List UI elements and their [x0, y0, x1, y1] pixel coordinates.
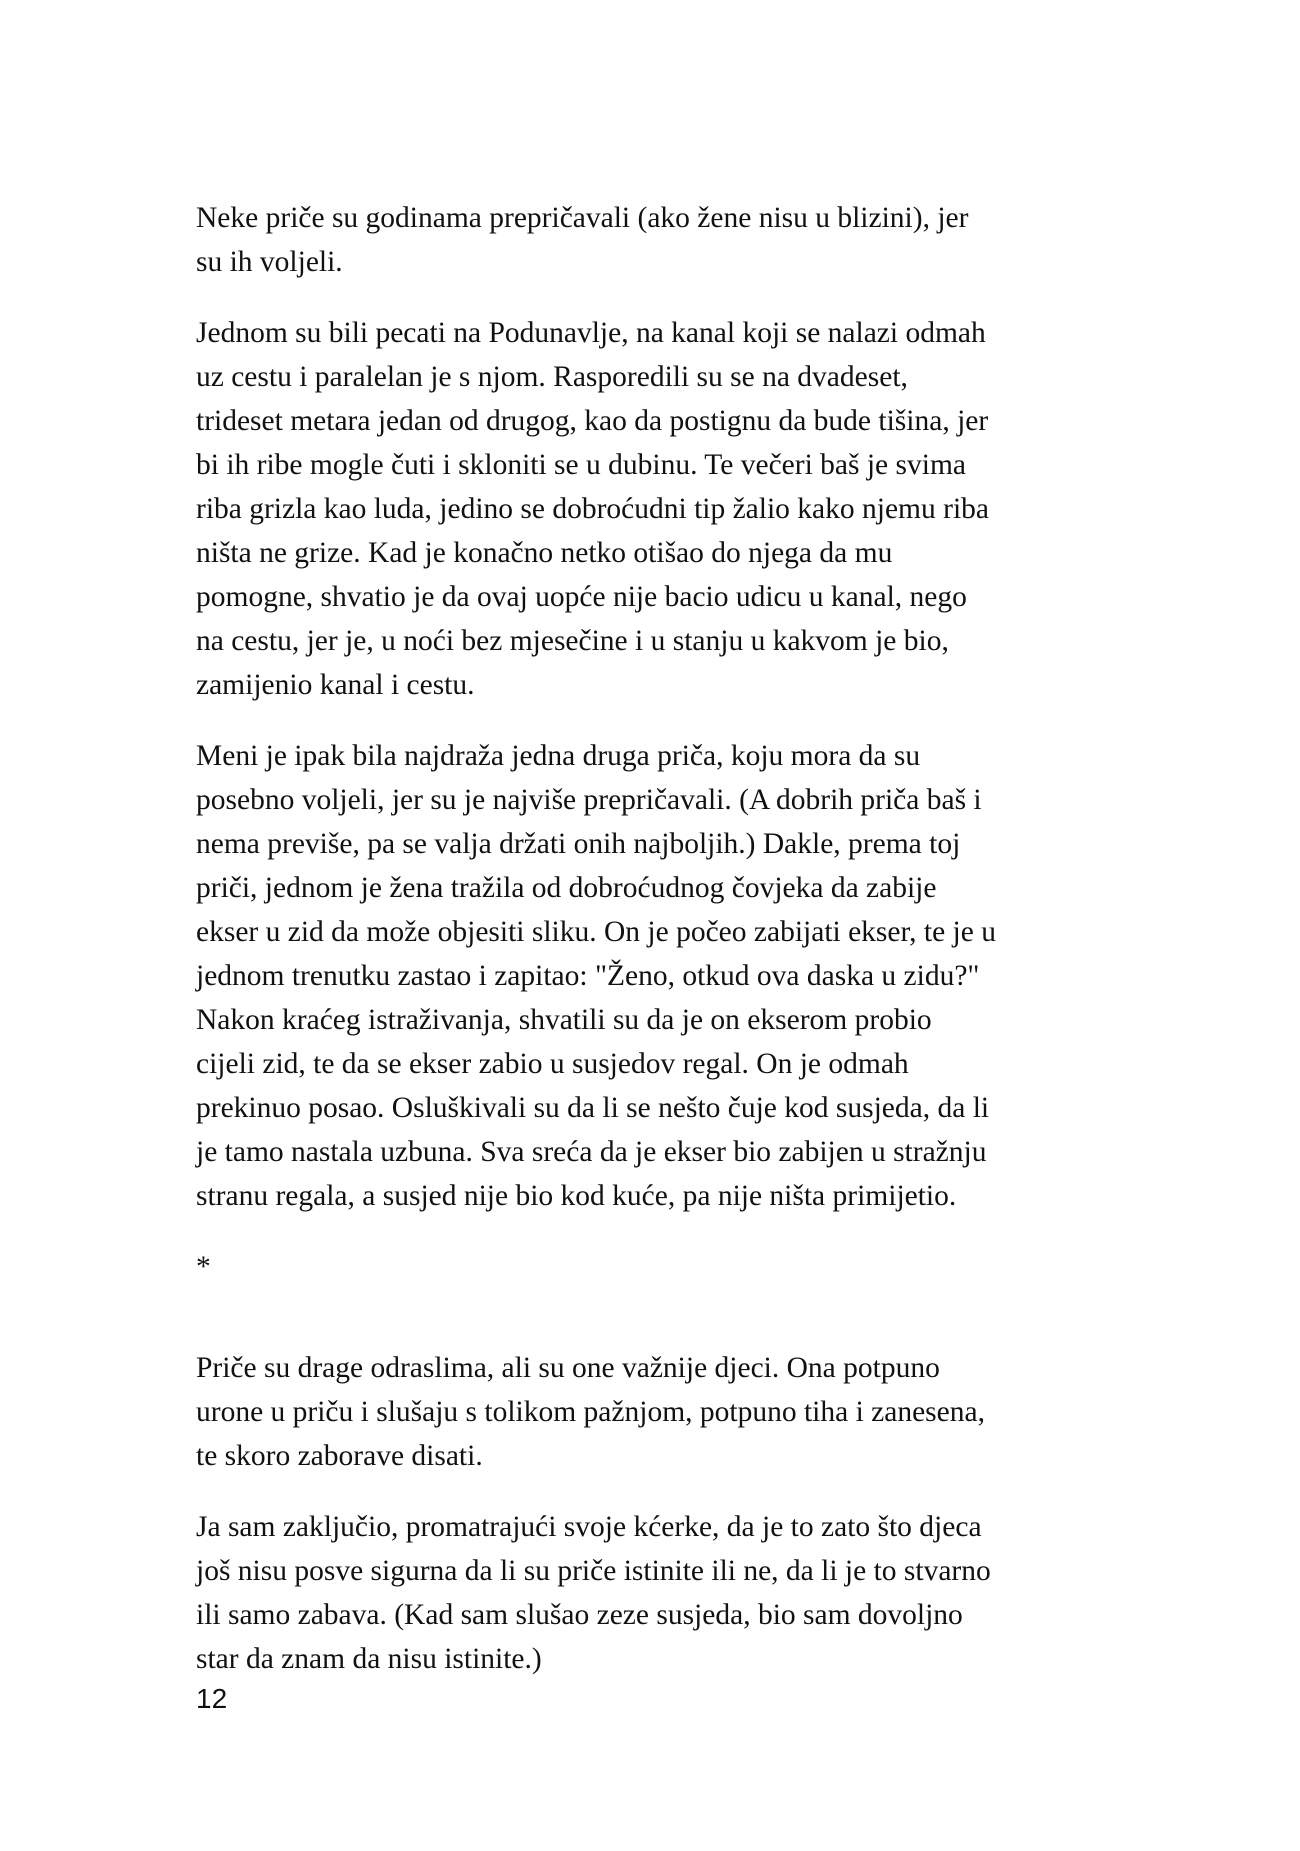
paragraph-daughters: Ja sam zaključio, promatrajući svoje kćerke, da je to zato što djeca još nisu posve sigurna da li su priče istinite ili ne, da li je to stvarno ili samo zabava. (Kad sam slušao zeze susjeda, bio sam dovoljno star da znam da nisu istinite.)	[196, 1511, 991, 1675]
page-number: 12	[196, 1683, 228, 1714]
paragraph-stories-children: Priče su drage odraslima, ali su one važnije djeci. Ona potpuno urone u priču i slušaju s tolikom pažnjom, potpuno tiha i zanesena, te skoro zaborave disati.	[196, 1352, 985, 1472]
paragraph-nail-story: Meni je ipak bila najdraža jedna druga priča, koju mora da su posebno voljeli, jer su je najviše prepričavali. (A dobrih priča baš i nema previše, pa se valja držati onih najboljih.) Dakle, prema toj priči, jednom je žena tražila od dobroćudnog čovjeka da zabije ekser u zid da može objesiti sliku. On je počeo zabijati ekser, te je u jednom trenutku zastao i zapitao: "Ženo, otkud ova daska u zidu?" Nakon kraćeg istraživanja, shvatili su da je on ekserom probio cijeli zid, te da se ekser zabio u susjedov regal. On je odmah prekinuo posao. Osluškivali su da li se nešto čuje kod susjeda, da li je tamo nastala uzbuna. Sva sreća da je ekser bio zabijen u stražnju stranu regala, a susjed nije bio kod kuće, pa nije ništa primijetio.	[196, 740, 996, 1212]
section-separator: *	[196, 1251, 211, 1283]
page-body	[196, 196, 1116, 1708]
paragraph-fishing-story: Jednom su bili pecati na Podunavlje, na kanal koji se nalazi odmah uz cestu i paralelan je s njom. Rasporedili su se na dvadeset, trideset metara jedan od drugog, kao da postignu da bude tišina, jer bi ih ribe mogle čuti i skloniti se u dubinu. Te večeri baš je svima riba grizla kao luda, jedino se dobroćudni tip žalio kako njemu riba ništa ne grize. Kad je konačno netko otišao do njega da mu pomogne, shvatio je da ovaj uopće nije bacio udicu u kanal, nego na cestu, jer je, u noći bez mjesečine i u stanju u kakvom je bio, zamijenio kanal i cestu.	[196, 317, 989, 701]
paragraph-retold-stories: Neke priče su godinama prepričavali (ako žene nisu u blizini), jer su ih voljeli.	[196, 202, 969, 278]
